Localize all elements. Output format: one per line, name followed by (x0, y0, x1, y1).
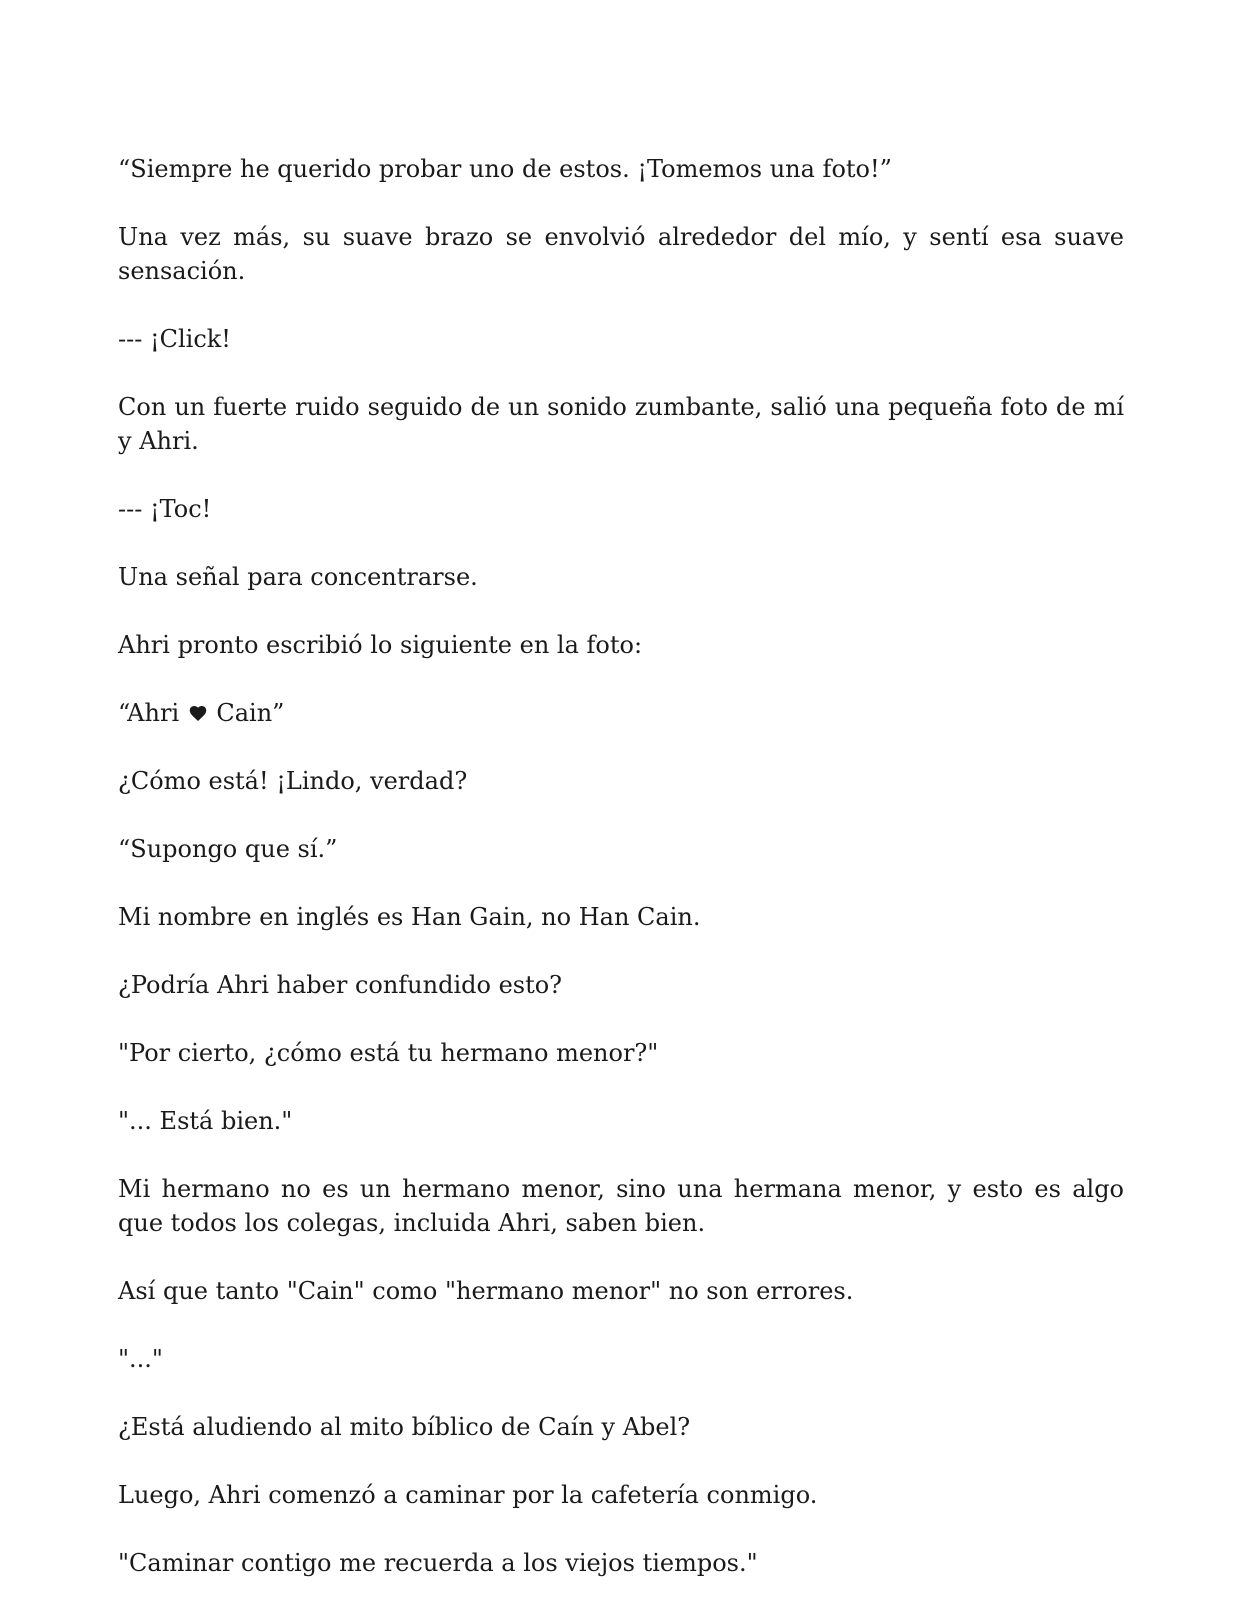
paragraph: Mi nombre en inglés es Han Gain, no Han Cain. (118, 903, 701, 931)
paragraph: “Supongo que sí.” (118, 835, 338, 863)
paragraph: "Por cierto, ¿cómo está tu hermano menor?" (118, 1039, 659, 1067)
paragraph: "..." (118, 1345, 163, 1373)
caption-before: “Ahri (118, 699, 187, 727)
paragraph: "Caminar contigo me recuerda a los viejos tiempos." (118, 1549, 758, 1577)
paragraph: Mi hermano no es un hermano menor, sino una hermana menor, y esto es algo que todos los colegas, incluida Ahri, saben bien. (118, 1175, 1124, 1237)
paragraph: Ahri pronto escribió lo siguiente en la foto: (118, 631, 643, 659)
paragraph: Una vez más, su suave brazo se envolvió alrededor del mío, y sentí esa suave sensación. (118, 223, 1124, 285)
photo-caption-paragraph (118, 696, 1124, 730)
paragraph: --- ¡Toc! (118, 495, 212, 523)
paragraph: ¿Cómo está! ¡Lindo, verdad? (118, 767, 468, 795)
paragraph: Una señal para concentrarse. (118, 563, 478, 591)
paragraph: Así que tanto "Cain" como "hermano menor" no son errores. (118, 1277, 854, 1305)
heart-icon (189, 705, 207, 722)
text-body (118, 152, 1124, 1614)
paragraph: Con un fuerte ruido seguido de un sonido zumbante, salió una pequeña foto de mí y Ahri. (118, 393, 1124, 455)
paragraph: ¿Está aludiendo al mito bíblico de Caín y Abel? (118, 1413, 691, 1441)
paragraph: “Siempre he querido probar uno de estos. ¡Tomemos una foto!” (118, 155, 892, 183)
paragraph: ¿Podría Ahri haber confundido esto? (118, 971, 563, 999)
paragraph: Luego, Ahri comenzó a caminar por la cafetería conmigo. (118, 1481, 818, 1509)
paragraph: "... Está bien." (118, 1107, 293, 1135)
paragraph: --- ¡Click! (118, 325, 231, 353)
caption-after: Cain” (208, 699, 285, 727)
